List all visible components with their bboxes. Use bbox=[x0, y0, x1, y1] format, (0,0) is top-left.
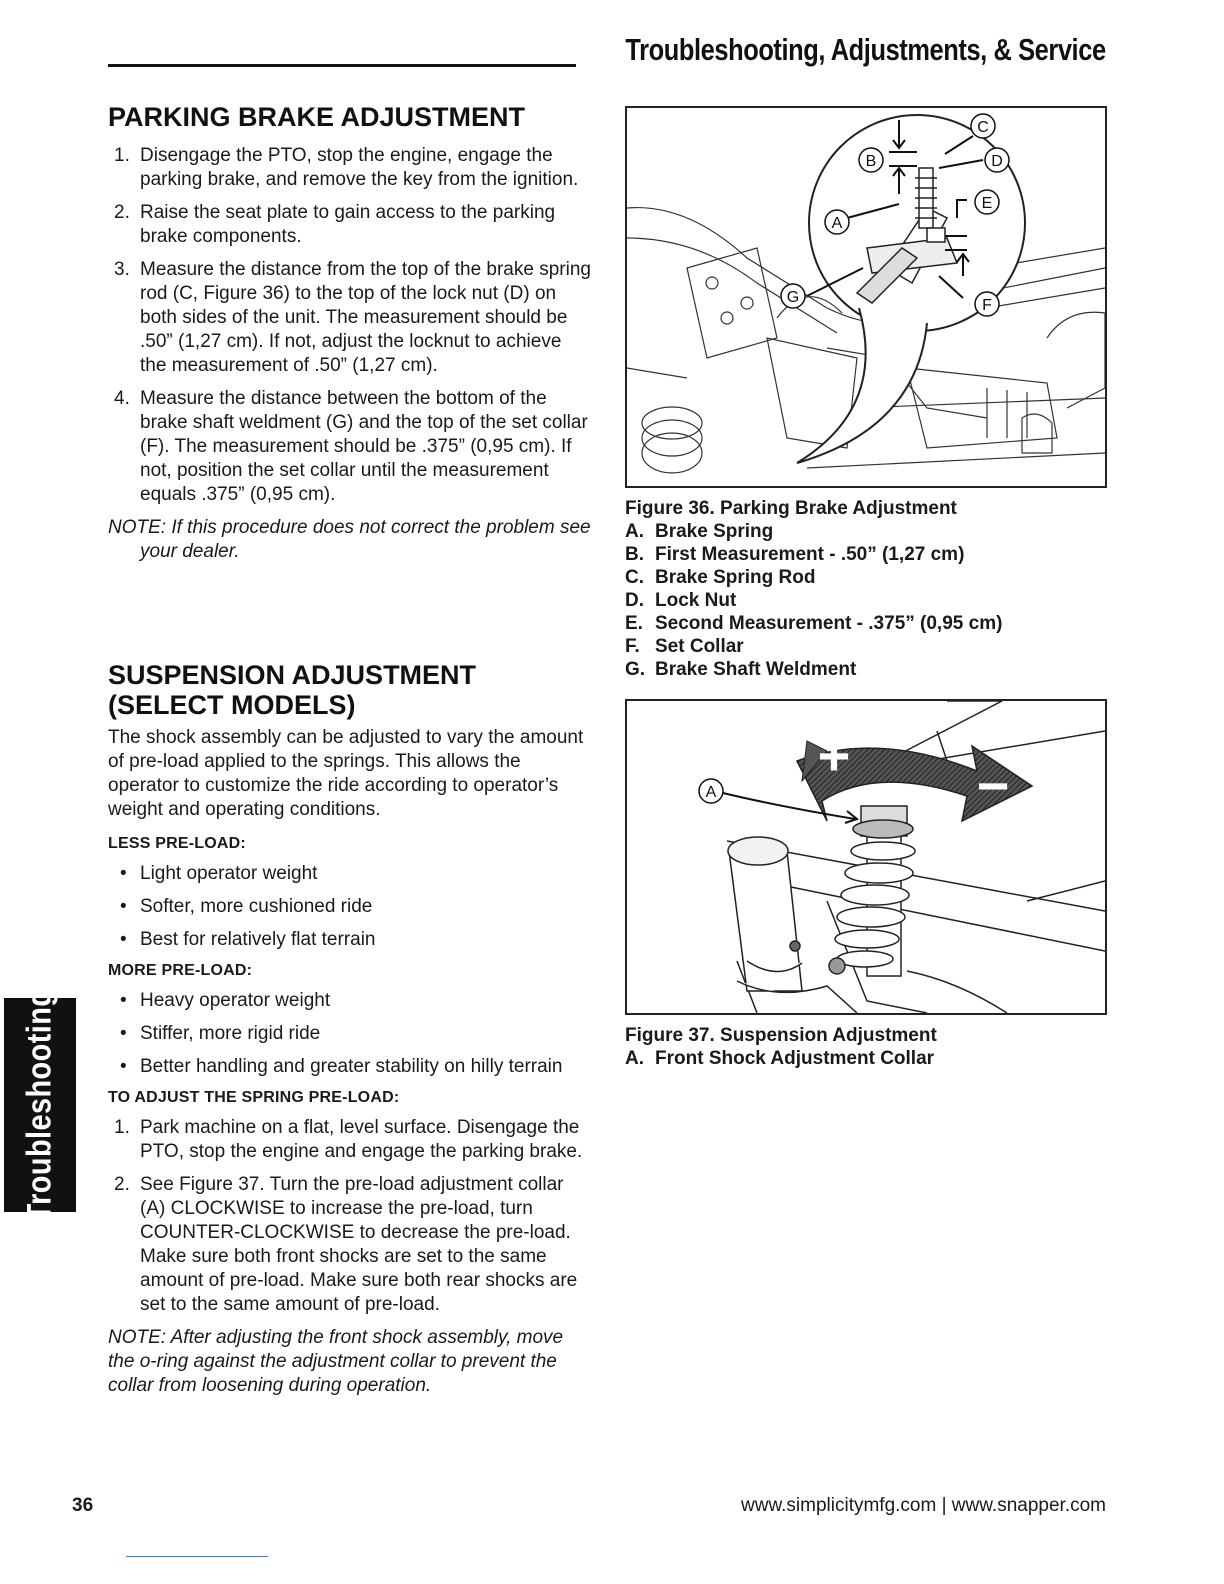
page-number: 36 bbox=[72, 1495, 94, 1516]
suspension-note: NOTE: After adjusting the front shock assembly, move the o-ring against the adjustment collar to prevent the collar from loosening during operation. bbox=[108, 1327, 564, 1396]
section-side-tab bbox=[4, 988, 76, 1222]
caption-item: F. Set Collar bbox=[625, 636, 744, 657]
callout-c-label: C bbox=[977, 119, 989, 136]
callout-e-label: E bbox=[981, 195, 993, 212]
figure-37-title: Figure 37. Suspension Adjustment bbox=[625, 1025, 937, 1046]
list-item: • Softer, more cushioned ride bbox=[120, 896, 373, 917]
caption-item: G. Brake Shaft Weldment bbox=[625, 659, 857, 680]
callout-d-label: D bbox=[991, 153, 1003, 170]
plus-sign: + bbox=[817, 724, 851, 787]
adjust-steps bbox=[108, 1116, 593, 1317]
minus-sign: − bbox=[976, 754, 1010, 817]
list-item: • Light operator weight bbox=[120, 863, 318, 884]
callout-b-label: B bbox=[865, 153, 877, 170]
left-column bbox=[108, 102, 593, 1398]
adjust-step: 1. Park machine on a flat, level surface. Disengage the PTO, stop the engine and engage the parking brake. bbox=[114, 1117, 583, 1162]
parking-step: 3. Measure the distance from the top of the brake spring rod (C, Figure 36) to the top of the lock nut (D) on both sides of the unit. The measurement should be .50” (1,27 cm). If not, adjust the locknut to achieve the measurement of .50” (1,27 cm). bbox=[114, 259, 591, 376]
list-item: • Better handling and greater stability on hilly terrain bbox=[120, 1056, 563, 1077]
parking-brake-heading: PARKING BRAKE ADJUSTMENT bbox=[108, 102, 526, 132]
caption-item: B. First Measurement - .50” (1,27 cm) bbox=[625, 544, 965, 565]
callout-a-label: A bbox=[831, 215, 843, 232]
suspension-heading: SUSPENSION ADJUSTMENT (SELECT MODELS) bbox=[108, 660, 477, 720]
parking-brake-drawing bbox=[627, 108, 1105, 486]
adjust-preload-heading: TO ADJUST THE SPRING PRE-LOAD: bbox=[108, 1089, 400, 1106]
list-item: • Heavy operator weight bbox=[120, 990, 331, 1011]
caption-item: A. Front Shock Adjustment Collar bbox=[625, 1048, 935, 1069]
suspension-intro: The shock assembly can be adjusted to vary the amount of pre-load applied to the springs. This allows the operator to customize the ride according to operator’s weight and operating conditions. bbox=[108, 727, 584, 820]
callout-a-label: A bbox=[705, 784, 717, 801]
figure-36-caption bbox=[625, 497, 1107, 681]
less-preload-heading: LESS PRE-LOAD: bbox=[108, 835, 246, 852]
less-preload-list bbox=[108, 862, 593, 952]
parking-step: 1. Disengage the PTO, stop the engine, engage the parking brake, and remove the key from the ignition. bbox=[114, 145, 579, 190]
caption-item: E. Second Measurement - .375” (0,95 cm) bbox=[625, 613, 1003, 634]
figure-36-title: Figure 36. Parking Brake Adjustment bbox=[625, 498, 957, 519]
footer-url: www.simplicitymfg.com | www.snapper.com bbox=[741, 1495, 1106, 1516]
page-header-title: Troubleshooting, Adjustments, & Service bbox=[625, 32, 1106, 67]
bottom-link-line bbox=[126, 1556, 268, 1557]
caption-item: A. Brake Spring bbox=[625, 521, 774, 542]
figure-37-illustration bbox=[625, 699, 1107, 1015]
list-item: • Stiffer, more rigid ride bbox=[120, 1023, 321, 1044]
callout-g-label: G bbox=[786, 289, 800, 306]
header-rule bbox=[108, 64, 576, 67]
suspension-drawing bbox=[627, 701, 1105, 1013]
caption-item: D. Lock Nut bbox=[625, 590, 737, 611]
more-preload-list bbox=[108, 989, 593, 1079]
parking-step: 2. Raise the seat plate to gain access to the parking brake components. bbox=[114, 202, 556, 247]
more-preload-heading: MORE PRE-LOAD: bbox=[108, 962, 253, 979]
callout-f-label: F bbox=[982, 297, 992, 314]
adjust-step: 2. See Figure 37. Turn the pre-load adjustment collar (A) CLOCKWISE to increase the pre-load, turn COUNTER-CLOCKWISE to decrease the pre-load. Make sure both front shocks are set to the same amount of pre-load. Make sure both rear shocks are set to the same amount of pre-load. bbox=[114, 1174, 578, 1315]
parking-step: 4. Measure the distance between the bottom of the brake shaft weldment (G) and the top of the set collar (F). The measurement should be .375” (0,95 cm). If not, position the set collar until the measurement equals .375” (0,95 cm). bbox=[114, 388, 588, 505]
list-item: • Best for relatively flat terrain bbox=[120, 929, 376, 950]
parking-note: NOTE: If this procedure does not correct the problem see your dealer. bbox=[108, 517, 591, 562]
side-tab-label: Troubleshooting bbox=[20, 988, 59, 1222]
caption-item: C. Brake Spring Rod bbox=[625, 567, 816, 588]
parking-steps bbox=[108, 144, 593, 507]
figure-37-caption bbox=[625, 1024, 1107, 1070]
figure-36-illustration bbox=[625, 106, 1107, 488]
right-column bbox=[625, 106, 1107, 1070]
